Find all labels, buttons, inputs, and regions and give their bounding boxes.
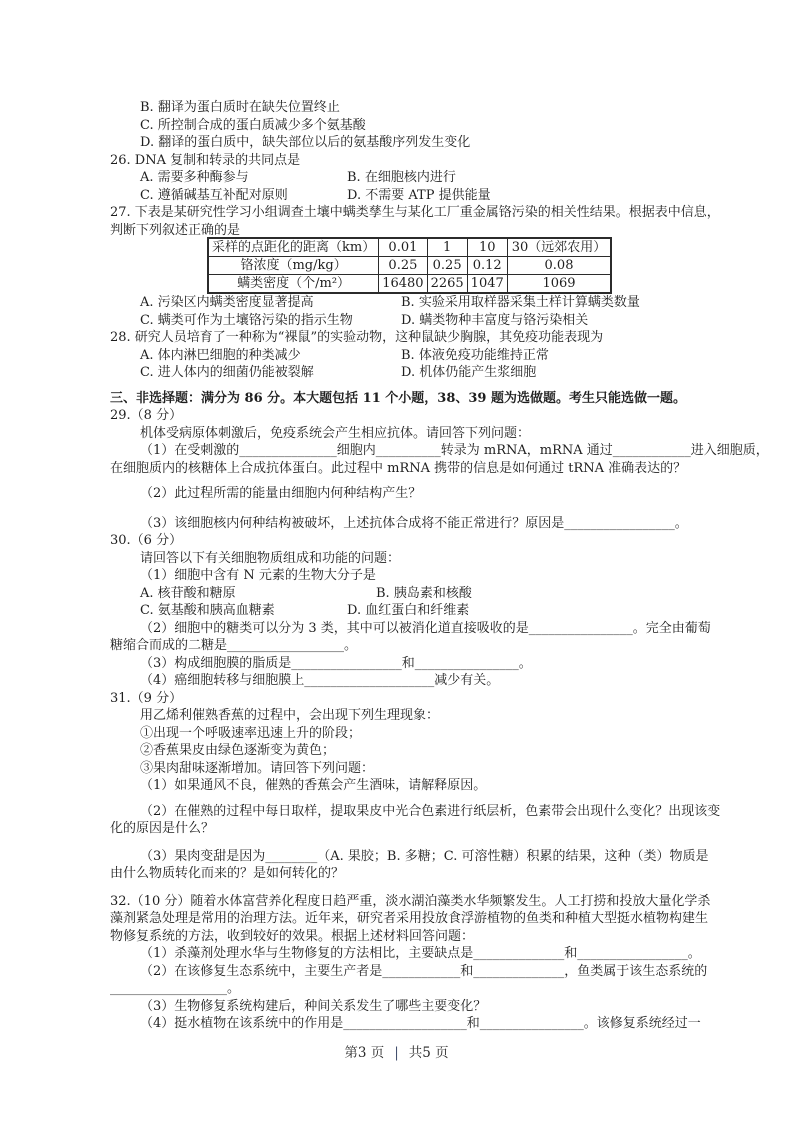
q28-stem: 28. 研究人员培育了一种称为“裸鼠”的实验动物，这种鼠缺少胸腺，其免疫功能表现为	[110, 330, 604, 345]
q30-options-row-1	[110, 585, 710, 603]
q30-intro: 请回答以下有关细胞物质组成和功能的问题：	[140, 550, 401, 566]
q30-option-b: B. 胰岛素和核酸	[376, 585, 472, 601]
table-cell: 0.25	[379, 257, 427, 275]
q31-intro: 用乙烯利催熟香蕉的过程中，会出现下列生理现象：	[140, 708, 440, 723]
q29-part1-line1: （1）在受刺激的_______________细胞内__________转录为 mRNA，mRNA 通过____________进入细胞质，	[140, 443, 769, 458]
section-three-header: 三、非选择题：满分为 86 分。本大题包括 11 个小题，38、39 题为选做题。考生只能选做一题。	[110, 390, 686, 406]
q26-options-row-1	[110, 169, 710, 187]
q30-number: 30.（6 分）	[110, 533, 183, 548]
current-page-label: 第3 页	[344, 1045, 385, 1061]
q27-option-c: C. 螨类可作为土壤铬污染的指示生物	[140, 312, 353, 328]
total-pages-label: 共5 页	[408, 1045, 449, 1061]
table-row-mite-density	[208, 275, 611, 294]
q32-part2-line2: __________________。	[110, 981, 241, 996]
q26-stem: 26. DNA 复制和转录的共同点是	[110, 152, 301, 168]
q27-option-b: B. 实验采用取样器采集土样计算螨类数量	[401, 295, 640, 310]
q30-options-row-2	[110, 602, 710, 620]
q29-intro: 机体受病原体刺激后，免疫系统会产生相应抗体。请回答下列问题：	[140, 425, 531, 441]
q28-option-c: C. 进人体内的细菌仍能被裂解	[140, 365, 314, 380]
table-cell: 螨类密度（个/m²）	[208, 275, 379, 294]
q30-part1: （1）细胞中含有 N 元素的生物大分子是	[140, 568, 376, 583]
table-cell: 采样的点距化的距离（km）	[208, 238, 379, 257]
q25-option-b: B. 翻译为蛋白质时在缺失位置终止	[140, 100, 340, 115]
q32-part4: （4）挺水植物在该系统中的作用是___________________和________________。该修复系统经过一	[140, 1016, 701, 1031]
table-row-distance	[208, 238, 611, 257]
table-cell: 0.25	[427, 257, 467, 275]
q32-part1: （1）杀藻剂处理水华与生物修复的方法相比，主要缺点是______________和_________________。	[140, 946, 701, 961]
q32-part2-line1: （2）在该修复生态系统中，主要生产者是____________和______________，鱼类属于该生态系统的	[140, 963, 708, 979]
q26-option-c: C. 遵循碱基互补配对原则	[140, 187, 288, 203]
q27-stem-line1: 27. 下表是某研究性学习小组调查土壤中螨类孳生与某化工厂重金属铬污染的相关性结果。根据表中信息，	[110, 205, 720, 220]
q28-option-a: A. 体内淋巴细胞的种类减少	[140, 347, 301, 363]
q31-part3-line1: （3）果肉变甜是因为________（A. 果胶；B. 多糖；C. 可溶性糖）积累的结果，这种（类）物质是	[140, 848, 709, 864]
q31-part1: （1）如果通风不良，催熟的香蕉会产生酒味，请解释原因。	[140, 778, 487, 793]
q27-stem-line2: 判断下列叙述正确的是	[110, 222, 241, 238]
chromium-pollution-table	[207, 237, 612, 294]
table-cell: 1047	[467, 275, 507, 294]
table-cell: 30（远郊农用）	[507, 238, 611, 257]
q32-part3: （3）生物修复系统构建后，种间关系发生了哪些主要变化？	[140, 998, 487, 1014]
footer-separator: |	[394, 1045, 399, 1061]
table-row-chromium	[208, 257, 611, 275]
table-cell: 0.12	[467, 257, 507, 275]
q28-option-b: B. 体液免疫功能维持正常	[401, 347, 549, 363]
q30-option-c: C. 氨基酸和胰高血糖素	[140, 603, 275, 618]
q32-stem-line2: 藻剂紧急处理是常用的治理方法。近年来，研究者采用投放食浮游植物的鱼类和种植大型挺水植物构建生	[110, 911, 709, 926]
q28-options-row-2	[110, 364, 710, 382]
q32-stem-line1: 32.（10 分）随着水体富营养化程度日趋严重，淡水湖泊藻类水华频繁发生。人工打捞和投放大量化学杀	[110, 893, 711, 909]
q30-option-a: A. 核苷酸和糖原	[140, 585, 236, 601]
q25-option-d: D. 翻译的蛋白质中，缺失部位以后的氨基酸序列发生变化	[140, 135, 471, 150]
table-cell: 16480	[379, 275, 427, 294]
q31-item-2: ②香蕉果皮由绿色逐渐变为黄色；	[140, 743, 336, 758]
q29-part1-line2: 在细胞质内的核糖体上合成抗体蛋白。此过程中 mRNA 携带的信息是如何通过 tRNA 准确表达的？	[110, 460, 687, 476]
q27-option-d: D. 螨类物种丰富度与铬污染相关	[401, 312, 589, 328]
q28-options-row-1	[110, 347, 710, 365]
q30-part2-line1: （2）细胞中的糖类可以分为 3 类，其中可以被消化道直接吸收的是________________。完全由葡萄	[140, 620, 711, 636]
q30-part3: （3）构成细胞膜的脂质是_________________和________________。	[140, 655, 532, 671]
table-cell: 0.01	[379, 238, 427, 257]
q27-options-row-1	[110, 294, 710, 312]
q31-number: 31.（9 分）	[110, 690, 183, 706]
table-cell: 2265	[427, 275, 467, 294]
q30-part2-line2: 糖缩合而成的二糖是__________________。	[110, 638, 358, 653]
table-cell: 1	[427, 238, 467, 257]
q31-item-3: ③果肉甜味逐渐增加。请回答下列问题：	[140, 760, 375, 776]
table-cell: 0.08	[507, 257, 611, 275]
q29-part2: （2）此过程所需的能量由细胞内何种结构产生？	[140, 486, 422, 501]
q26-option-b: B. 在细胞核内进行	[347, 170, 456, 185]
table-cell: 1069	[507, 275, 611, 294]
q31-part3-line2: 由什么物质转化而来的？是如何转化的？	[110, 866, 345, 881]
q28-option-d: D. 机体仍能产生浆细胞	[401, 365, 537, 380]
table-cell: 铬浓度（mg/kg）	[208, 257, 379, 275]
exam-content	[110, 99, 769, 1033]
q27-option-a: A. 污染区内螨类密度显著提高	[140, 295, 314, 310]
q26-options-row-2	[110, 187, 710, 205]
page-footer	[0, 1041, 793, 1061]
q31-part2-line1: （2）在催熟的过程中每日取样，提取果皮中光合色素进行纸层析，色素带会出现什么变化？出现该变	[140, 803, 721, 819]
table-cell: 10	[467, 238, 507, 257]
q31-part2-line2: 化的原因是什么？	[110, 821, 215, 836]
q29-part3: （3）该细胞核内何种结构被破坏，上述抗体合成将不能正常进行？原因是_________________。	[140, 515, 688, 531]
q27-options-row-2	[110, 312, 710, 330]
q30-option-d: D. 血红蛋白和纤维素	[347, 603, 470, 618]
q26-option-a: A. 需要多种酶参与	[140, 170, 249, 185]
q31-item-1: ①出现一个呼吸速率迅速上升的阶段；	[140, 725, 362, 741]
q30-part4: （4）癌细胞转移与细胞膜上____________________减少有关。	[140, 673, 500, 688]
q29-number: 29.（8 分）	[110, 408, 183, 423]
q25-option-c: C. 所控制合成的蛋白质减少多个氨基酸	[140, 117, 366, 133]
q32-stem-line3: 物修复系统的方法，收到较好的效果。根据上述材料回答问题：	[110, 928, 475, 944]
q26-option-d: D. 不需要 ATP 提供能量	[347, 187, 491, 203]
